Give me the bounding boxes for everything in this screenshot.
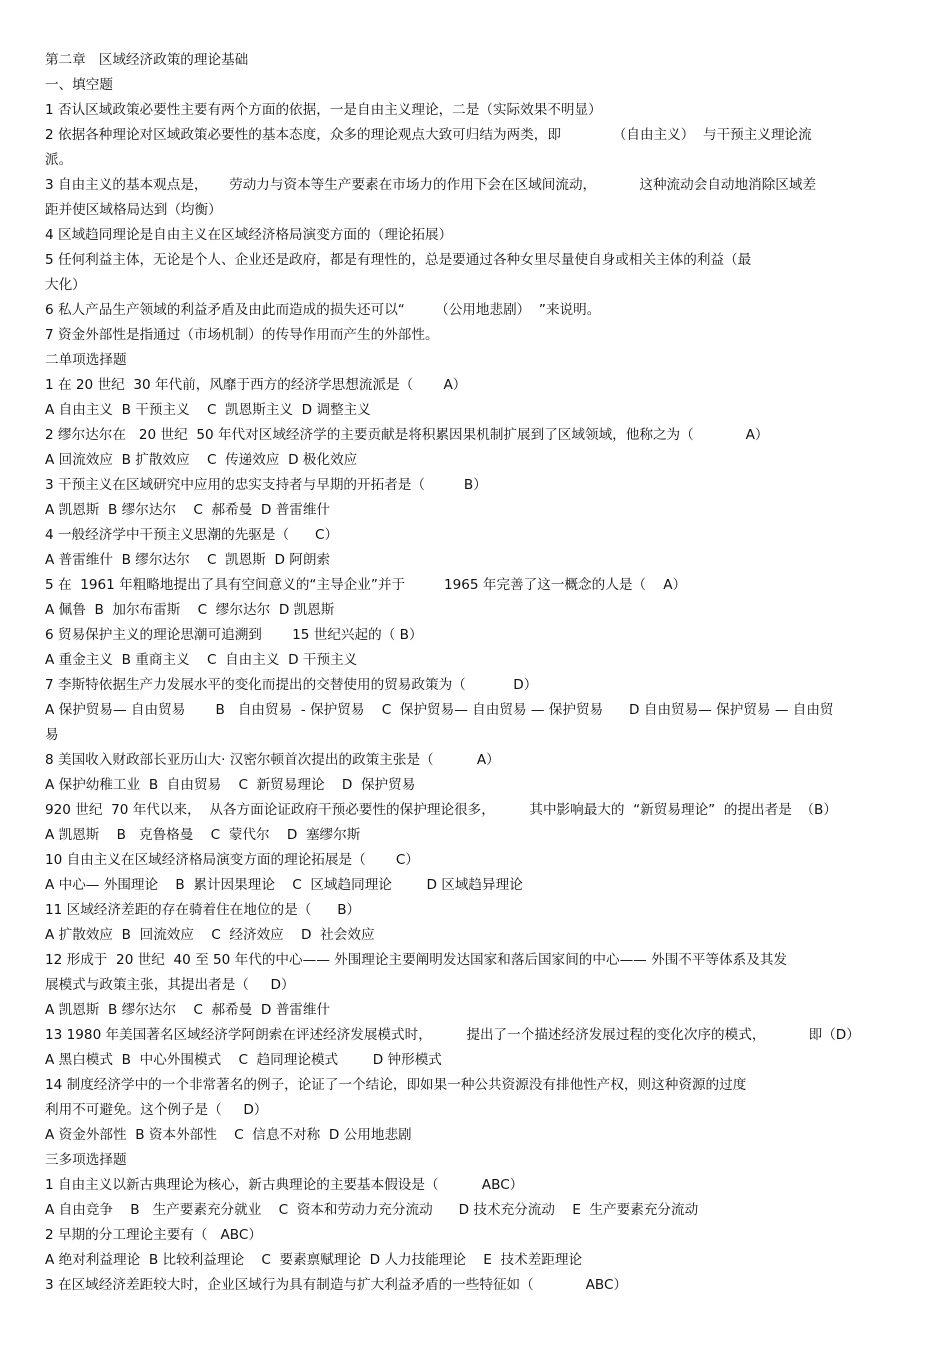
question-line: 3 干预主义在区域研究中应用的忠实支持者与早期的开拓者是（ B） [45,477,487,493]
text-line: 5 任何利益主体，无论是个人、企业还是政府，都是有理性的，总是要通过各种女里尽量使自身或相关主体的利益（最 [45,252,752,268]
text-line: 6 私人产品生产领域的利益矛盾及由此而造成的损失还可以“ （公用地悲剧） ”来说明。 [45,302,601,318]
options-line: A 凯恩斯 B 缪尔达尔 C 郝希曼 D 普雷维什 [45,1002,331,1018]
question-line: 2 缪尔达尔在 20 世纪 50 年代对区域经济学的主要贡献是将积累因果机制扩展到了区域领域，他称之为（ A） [45,427,769,443]
question-line: 10 自由主义在区域经济格局演变方面的理论拓展是（ C） [45,852,420,868]
question-line: 展模式与政策主张，其提出者是（ D） [45,977,295,993]
text-line: 大化） [45,277,86,293]
options-line: A 资金外部性 B 资本外部性 C 信息不对称 D 公用地悲剧 [45,1127,412,1143]
question-line: 利用不可避免。这个例子是（ D） [45,1102,268,1118]
options-line: A 自由主义 B 干预主义 C 凯恩斯主义 D 调整主义 [45,402,371,418]
question-line: 11 区域经济差距的存在骑着住在地位的是（ B） [45,902,361,918]
question-line: 1 在 20 世纪 30 年代前，风靡于西方的经济学思想流派是（ A） [45,377,467,393]
options-line: A 绝对利益理论 B 比较利益理论 C 要素禀赋理论 D 人力技能理论 E 技术差距理论 [45,1252,583,1268]
options-line: A 扩散效应 B 回流效应 C 经济效应 D 社会效应 [45,927,375,943]
text-line: 2 依据各种理论对区域政策必要性的基本态度，众多的理论观点大致可归结为两类，即 （自由主义） 与干预主义理论流 [45,127,812,143]
question-line: 12 形成于 20 世纪 40 至 50 年代的中心—— 外围理论主要阐明发达国家和落后国家间的中心—— 外围不平等体系及其发 [45,952,788,968]
section-heading-fill-blank: 一、填空题 [45,77,113,93]
text-line: 3 自由主义的基本观点是， 劳动力与资本等生产要素在市场力的作用下会在区域间流动， 这种流动会自动地消除区域差 [45,177,817,193]
question-line: 4 一般经济学中干预主义思潮的先驱是（ C） [45,527,339,543]
question-line: 14 制度经济学中的一个非常著名的例子，论证了一个结论，即如果一种公共资源没有排他性产权，则这种资源的过度 [45,1077,747,1093]
options-line: A 中心— 外围理论 B 累计因果理论 C 区域趋同理论 D 区域趋异理论 [45,877,523,893]
text-line: 1 否认区域政策必要性主要有两个方面的依据，一是自由主义理论，二是（实际效果不明显） [45,102,602,118]
question-line: 920 世纪 70 年代以来， 从各方面论证政府干预必要性的保护理论很多， 其中影响最大的 “新贸易理论” 的提出者是 （B） [45,802,837,818]
question-line: 2 早期的分工理论主要有（ ABC） [45,1227,262,1243]
text-line: 派。 [45,152,73,168]
section-heading-multiple-choice: 三多项选择题 [45,1152,127,1168]
options-line: A 保护贸易— 自由贸易 B 自由贸易 - 保护贸易 C 保护贸易— 自由贸易 — 保护贸易 D 自由贸易— 保护贸易 — 自由贸 [45,702,834,718]
options-line: A 保护幼稚工业 B 自由贸易 C 新贸易理论 D 保护贸易 [45,777,416,793]
question-line: 6 贸易保护主义的理论思潮可追溯到 15 世纪兴起的（ B） [45,627,423,643]
section-heading-single-choice: 二单项选择题 [45,352,127,368]
question-line: 5 在 1961 年粗略地提出了具有空间意义的“主导企业”并于 1965 年完善了这一概念的人是（ A） [45,577,687,593]
options-line: A 黑白模式 B 中心外围模式 C 趋同理论模式 D 钟形模式 [45,1052,442,1068]
options-line: A 佩鲁 B 加尔布雷斯 C 缪尔达尔 D 凯恩斯 [45,602,335,618]
options-line: A 凯恩斯 B 克鲁格曼 C 蒙代尔 D 塞缪尔斯 [45,827,361,843]
text-line: 7 资金外部性是指通过（市场机制）的传导作用而产生的外部性。 [45,327,439,343]
options-line: A 重金主义 B 重商主义 C 自由主义 D 干预主义 [45,652,358,668]
options-line: A 自由竞争 B 生产要素充分就业 C 资本和劳动力充分流动 D 技术充分流动 E 生产要素充分流动 [45,1202,699,1218]
chapter-title: 第二章 区域经济政策的理论基础 [45,52,249,68]
text-line: 距并使区域格局达到（均衡） [45,202,222,218]
question-line: 3 在区域经济差距较大时，企业区域行为具有制造与扩大利益矛盾的一些特征如（ ABC） [45,1277,628,1293]
options-line: A 回流效应 B 扩散效应 C 传递效应 D 极化效应 [45,452,358,468]
question-line: 7 李斯特依据生产力发展水平的变化而提出的交替使用的贸易政策为（ D） [45,677,538,693]
question-line: 8 美国收入财政部长亚历山大· 汉密尔顿首次提出的政策主张是（ A） [45,752,500,768]
text-line: 4 区域趋同理论是自由主义在区域经济格局演变方面的（理论拓展） [45,227,453,243]
options-line: 易 [45,727,59,743]
options-line: A 凯恩斯 B 缪尔达尔 C 郝希曼 D 普雷维什 [45,502,331,518]
options-line: A 普雷维什 B 缪尔达尔 C 凯恩斯 D 阿朗索 [45,552,331,568]
question-line: 1 自由主义以新古典理论为核心，新古典理论的主要基本假设是（ ABC） [45,1177,524,1193]
question-line: 13 1980 年美国著名区域经济学阿朗索在评述经济发展模式时， 提出了一个描述经济发展过程的变化次序的模式， 即（D） [45,1027,860,1043]
